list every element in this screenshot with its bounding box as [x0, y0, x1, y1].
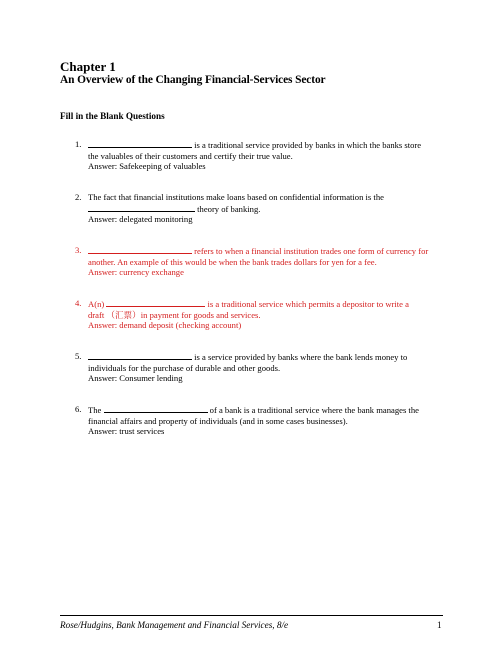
- question-text: refers to when a financial institution trades one form of currency for: [192, 246, 429, 256]
- question-line: [88, 139, 455, 151]
- question-1: [75, 139, 455, 172]
- question-text: of a bank is a traditional service where the bank manages the: [207, 405, 419, 415]
- answer-text: Answer: trust services: [88, 426, 165, 437]
- answer-blank: [88, 245, 192, 254]
- chapter-title: An Overview of the Changing Financial-Services Sector: [60, 74, 326, 86]
- page-number: 1: [437, 620, 442, 630]
- section-heading: Fill in the Blank Questions: [60, 111, 165, 121]
- question-line: draft （汇票）in payment for goods and services.: [88, 309, 261, 320]
- answer-text: Answer: demand deposit (checking account): [88, 320, 242, 331]
- answer-text: Answer: Safekeeping of valuables: [88, 161, 206, 172]
- question-4: [75, 298, 455, 331]
- answer-blank: [104, 404, 208, 413]
- question-5: [75, 351, 455, 384]
- question-line: The fact that financial institutions make loans based on confidential information is the: [88, 192, 384, 202]
- question-line: another. An example of this would be when the bank trades dollars for yen for a fee.: [88, 256, 377, 267]
- question-text: is a traditional service provided by banks in which the banks store: [192, 140, 422, 150]
- answer-blank: [88, 203, 195, 212]
- question-line: the valuables of their customers and certify their true value.: [88, 150, 293, 161]
- question-line: individuals for the purchase of durable and other goods.: [88, 362, 281, 373]
- question-text: theory of banking.: [195, 203, 261, 214]
- footer-book-title: Rose/Hudgins, Bank Management and Financial Services, 8/e: [60, 620, 289, 630]
- question-number: 1.: [75, 139, 82, 149]
- question-number: 6.: [75, 404, 82, 414]
- answer-text: Answer: Consumer lending: [88, 373, 183, 384]
- question-3: [75, 245, 455, 278]
- question-number: 4.: [75, 298, 82, 308]
- question-text: is a traditional service which permits a depositor to write a: [205, 299, 409, 309]
- question-number: 2.: [75, 192, 82, 202]
- answer-blank: [88, 139, 192, 148]
- question-line: [88, 351, 455, 363]
- question-line: [88, 203, 455, 215]
- question-line: [88, 404, 455, 416]
- answer-text: Answer: currency exchange: [88, 267, 184, 278]
- question-line: financial affairs and property of individuals (and in some cases businesses).: [88, 415, 348, 426]
- answer-blank: [88, 351, 192, 360]
- question-number: 3.: [75, 245, 82, 255]
- answer-text: Answer: delegated monitoring: [88, 214, 193, 225]
- question-line: [88, 298, 455, 310]
- question-line: [88, 245, 455, 257]
- question-text: is a service provided by banks where the bank lends money to: [192, 352, 408, 362]
- chapter-number: Chapter 1: [60, 59, 116, 74]
- question-2: [75, 192, 455, 225]
- question-6: [75, 404, 455, 437]
- question-number: 5.: [75, 351, 82, 361]
- footer-divider: [60, 615, 443, 616]
- answer-blank: [106, 298, 205, 307]
- question-text: The: [88, 405, 104, 415]
- question-text: A(n): [88, 299, 107, 309]
